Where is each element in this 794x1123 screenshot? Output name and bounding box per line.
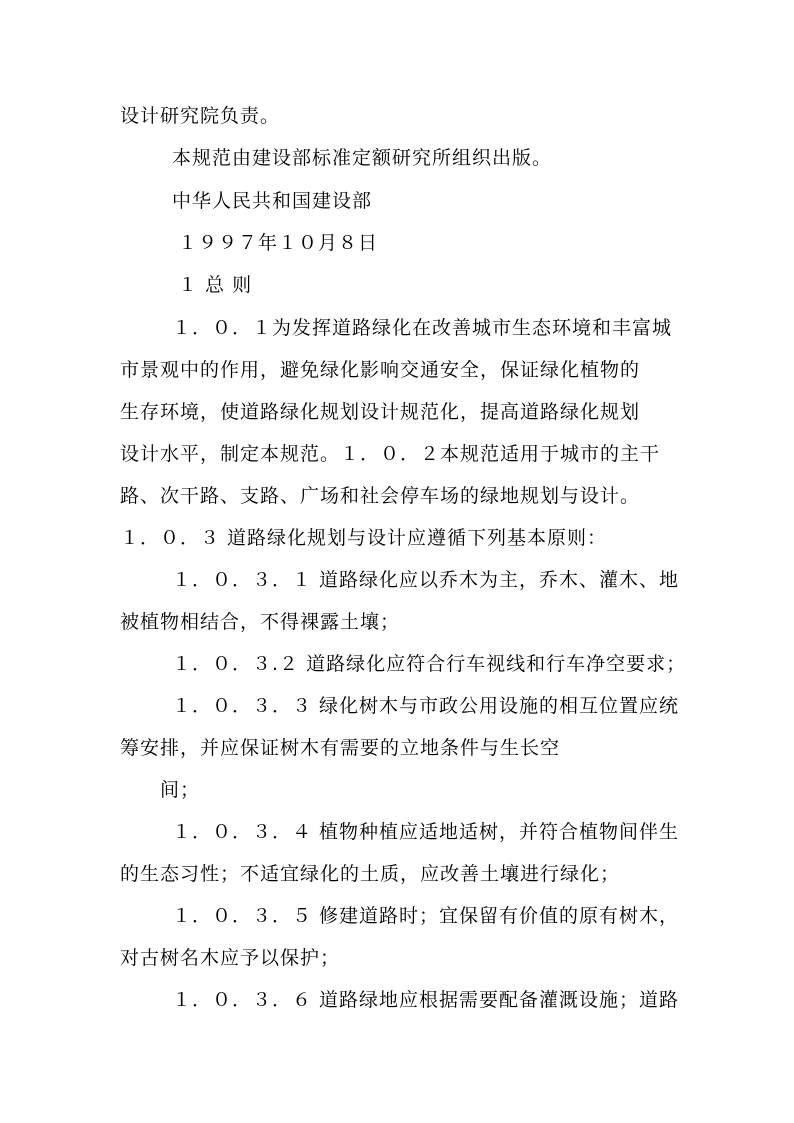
text-line: 本规范由建设部标准定额研究所组织出版。: [172, 147, 553, 169]
date-line: １９９７年１０月８日: [178, 232, 379, 254]
text-line: 的生态习性；不适宜绿化的土质，应改善土壤进行绿化；: [120, 863, 621, 885]
issuer-line: 中华人民共和国建设部: [172, 190, 373, 212]
text-line: １．０．１为发挥道路绿化在改善城市生态环境和丰富城: [172, 317, 673, 339]
text-line: 被植物相结合，不得裸露土壤；: [120, 611, 401, 633]
text-line: １．０．３ 道路绿化规划与设计应遵循下列基本原则：: [120, 527, 608, 549]
section-heading: １ 总 则: [178, 274, 253, 296]
text-line: 筹安排，并应保证树木有需要的立地条件与生长空: [120, 737, 561, 759]
text-line: １．０．３．１ 道路绿化应以乔木为主，乔木、灌木、地: [172, 569, 680, 591]
text-line: １．０．３．３ 绿化树木与市政公用设施的相互位置应统: [172, 695, 680, 717]
text-line: 生存环境，使道路绿化规划设计规范化，提高道路绿化规划: [120, 401, 641, 423]
text-line: 对古树名木应予以保护；: [120, 947, 341, 969]
text-line: 间；: [160, 779, 201, 801]
text-line: 设计研究院负责。: [120, 105, 281, 127]
text-line: 路、次干路、支路、广场和社会停车场的绿地规划与设计。: [120, 485, 641, 507]
text-line: １．０．３．６ 道路绿地应根据需要配备灌溉设施；道路: [172, 989, 680, 1011]
text-line: 市景观中的作用，避免绿化影响交通安全，保证绿化植物的: [120, 359, 641, 381]
text-line: １．０．３．５ 修建道路时；宜保留有价值的原有树木，: [172, 905, 680, 927]
text-line: 设计水平，制定本规范。１．０．２本规范适用于城市的主干: [120, 443, 661, 465]
text-line: １．０．３.２ 道路绿化应符合行车视线和行车净空要求；: [172, 653, 687, 675]
text-line: １．０．３．４ 植物种植应适地适树，并符合植物间伴生: [172, 821, 680, 843]
